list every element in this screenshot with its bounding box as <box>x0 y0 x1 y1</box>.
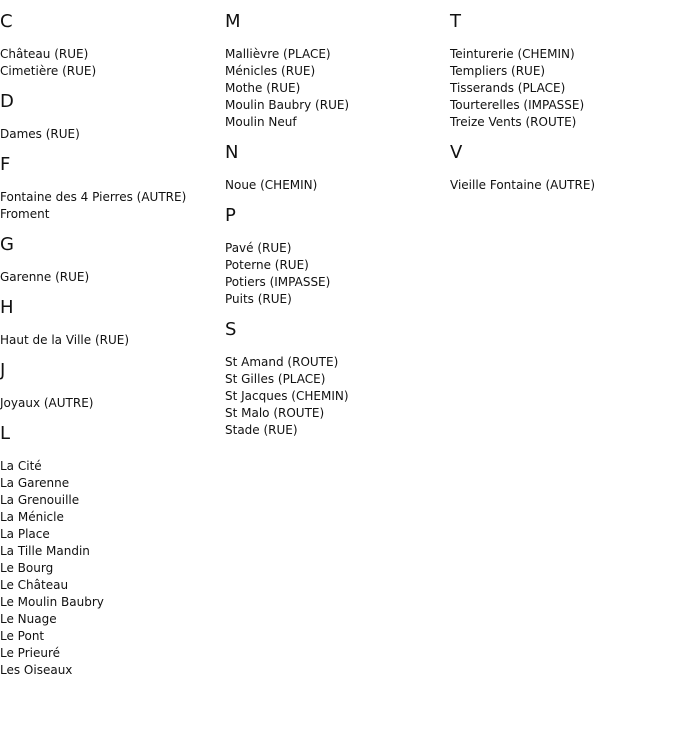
street-list-item[interactable]: Puits (RUE) <box>225 292 292 306</box>
street-list <box>0 332 225 349</box>
street-list-item[interactable]: Vieille Fontaine (AUTRE) <box>450 178 596 192</box>
street-list-item[interactable]: Haut de la Ville (RUE) <box>0 333 130 347</box>
street-list-item[interactable]: Stade (RUE) <box>225 423 298 437</box>
street-list-item[interactable]: La Garenne <box>0 476 70 490</box>
letter-group-f <box>0 155 225 223</box>
street-list-item[interactable]: Le Nuage <box>0 612 57 626</box>
letter-group-m <box>225 12 450 131</box>
letter-group-v <box>450 143 675 194</box>
letter-group-l <box>0 424 225 679</box>
letter-heading: J <box>0 360 6 381</box>
letter-group-g <box>0 235 225 286</box>
street-list-item[interactable]: La Tille Mandin <box>0 544 90 558</box>
street-list-item[interactable]: Le Bourg <box>0 561 54 575</box>
street-index-column-2 <box>225 0 450 439</box>
street-list-item[interactable]: Mothe (RUE) <box>225 81 301 95</box>
street-list-item[interactable]: Garenne (RUE) <box>0 270 90 284</box>
street-list <box>450 46 675 131</box>
letter-heading: M <box>225 11 241 32</box>
street-list-item[interactable]: St Gilles (PLACE) <box>225 372 326 386</box>
street-list <box>225 354 450 439</box>
letter-heading: T <box>450 11 461 32</box>
letter-heading: L <box>0 423 11 444</box>
letter-heading: S <box>225 319 237 340</box>
letter-heading: D <box>0 91 14 112</box>
street-list <box>0 126 225 143</box>
street-list-item[interactable]: Teinturerie (CHEMIN) <box>450 47 575 61</box>
street-list <box>225 177 450 194</box>
street-index-column-1 <box>0 0 225 679</box>
letter-group-d <box>0 92 225 143</box>
street-list-item[interactable]: Pavé (RUE) <box>225 241 292 255</box>
letter-group-s <box>225 320 450 439</box>
street-list <box>0 269 225 286</box>
letter-heading: C <box>0 11 13 32</box>
street-list-item[interactable]: Château (RUE) <box>0 47 89 61</box>
letter-group-p <box>225 206 450 308</box>
street-list <box>225 240 450 308</box>
street-list <box>0 395 225 412</box>
letter-heading: H <box>0 297 14 318</box>
street-list-item[interactable]: Fontaine des 4 Pierres (AUTRE) <box>0 190 187 204</box>
street-list-item[interactable]: Le Pont <box>0 629 45 643</box>
street-list-item[interactable]: Potiers (IMPASSE) <box>225 275 331 289</box>
letter-heading: G <box>0 234 14 255</box>
street-list-item[interactable]: Treize Vents (ROUTE) <box>450 115 577 129</box>
street-list-item[interactable]: Le Château <box>0 578 69 592</box>
street-list <box>225 46 450 131</box>
letter-group-c <box>0 12 225 80</box>
letter-heading: F <box>0 154 11 175</box>
street-list-item[interactable]: St Jacques (CHEMIN) <box>225 389 349 403</box>
letter-heading: V <box>450 142 463 163</box>
letter-heading: P <box>225 205 236 226</box>
street-list <box>0 46 225 80</box>
street-list <box>450 177 675 194</box>
street-list-item[interactable]: Le Prieuré <box>0 646 61 660</box>
street-list-item[interactable]: Noue (CHEMIN) <box>225 178 318 192</box>
street-list-item[interactable]: Le Moulin Baubry <box>0 595 104 609</box>
street-list-item[interactable]: St Malo (ROUTE) <box>225 406 325 420</box>
letter-group-t <box>450 12 675 131</box>
street-list-item[interactable]: Moulin Baubry (RUE) <box>225 98 350 112</box>
street-list-item[interactable]: Les Oiseaux <box>0 663 73 677</box>
street-list-item[interactable]: St Amand (ROUTE) <box>225 355 339 369</box>
street-list-item[interactable]: Tisserands (PLACE) <box>450 81 566 95</box>
letter-group-n <box>225 143 450 194</box>
street-index-column-3 <box>450 0 675 194</box>
street-list-item[interactable]: Poterne (RUE) <box>225 258 309 272</box>
street-list-item[interactable]: Joyaux (AUTRE) <box>0 396 94 410</box>
letter-group-h <box>0 298 225 349</box>
street-list-item[interactable]: La Place <box>0 527 50 541</box>
street-list-item[interactable]: La Grenouille <box>0 493 80 507</box>
street-list <box>0 189 225 223</box>
street-list-item[interactable]: Ménicles (RUE) <box>225 64 316 78</box>
street-list-item[interactable]: Moulin Neuf <box>225 115 297 129</box>
street-list-item[interactable]: Tourterelles (IMPASSE) <box>450 98 585 112</box>
street-list-item[interactable]: La Ménicle <box>0 510 64 524</box>
street-list <box>0 458 225 679</box>
street-list-item[interactable]: Froment <box>0 207 50 221</box>
letter-group-j <box>0 361 225 412</box>
street-list-item[interactable]: Cimetière (RUE) <box>0 64 97 78</box>
street-list-item[interactable]: Templiers (RUE) <box>450 64 546 78</box>
street-list-item[interactable]: Dames (RUE) <box>0 127 80 141</box>
street-list-item[interactable]: La Cité <box>0 459 42 473</box>
letter-heading: N <box>225 142 239 163</box>
street-list-item[interactable]: Mallièvre (PLACE) <box>225 47 331 61</box>
